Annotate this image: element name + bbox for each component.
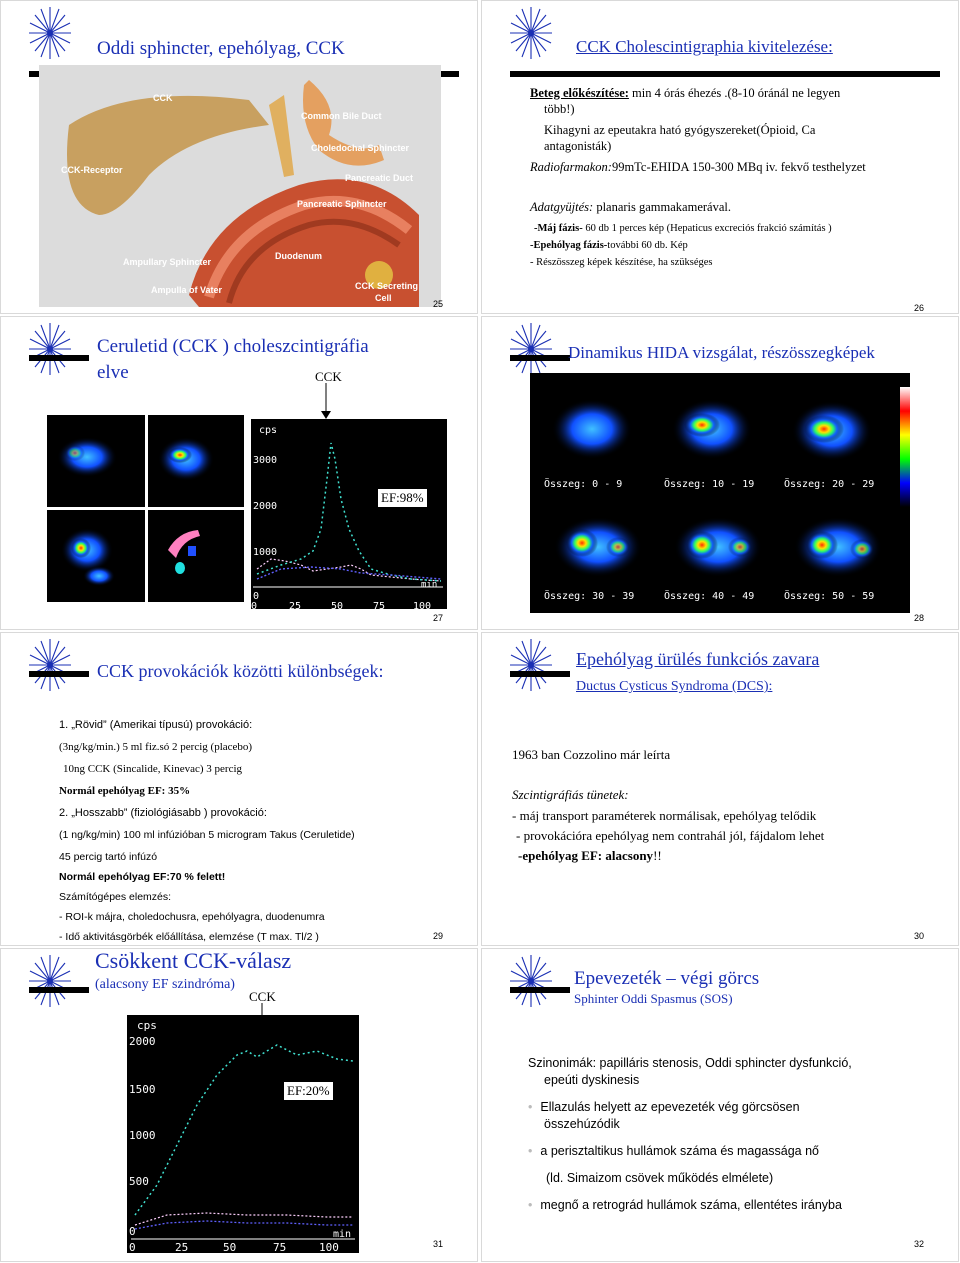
slide-subtitle: Sphinter Oddi Spasmus (SOS): [574, 991, 733, 1006]
x-unit: min: [333, 1229, 352, 1240]
slide-title: Dinamikus HIDA vizsgálat, részösszegképek: [568, 343, 875, 362]
normal-ef-70: Normál epehólyag EF:70 % felett!: [59, 871, 226, 883]
sincalide-line: 10ng CCK (Sincalide, Kinevac) 3 percig: [63, 763, 243, 775]
slide-number: 31: [432, 1239, 443, 1249]
slide-number: 29: [432, 931, 443, 941]
x-tick: 25: [289, 601, 302, 609]
slide-26: [481, 0, 959, 314]
frame-label: Összeg: 0 - 9: [544, 479, 623, 490]
curve-plot: [251, 419, 447, 609]
slide-25: [0, 0, 478, 314]
star-logo-icon: [27, 5, 73, 61]
x-tick: 100: [413, 601, 432, 609]
star-logo-icon: [508, 637, 554, 693]
x-tick: 50: [223, 1241, 237, 1253]
ef-label: EF:98%: [377, 488, 428, 508]
slide-subtitle: (alacsony EF szindróma): [95, 977, 235, 992]
summed-frame: [782, 385, 898, 491]
computer-analysis: Számítógépes elemzés:: [59, 891, 172, 903]
slide-31: [0, 948, 478, 1262]
slide-number: 25: [432, 299, 443, 309]
y-tick: 1000: [129, 1129, 156, 1142]
star-logo-icon: [508, 5, 554, 61]
bullet-icon: •: [528, 1198, 533, 1212]
scan-image: [47, 415, 145, 507]
label-pancreatic-sphincter: Pancreatic Sphincter: [297, 199, 387, 209]
partial-sum-text: - Részösszeg képek készítése, ha szükséges: [530, 257, 713, 268]
normal-ef-35: Normál epehólyag EF: 35%: [59, 785, 191, 797]
activity-curve-chart: [127, 1015, 359, 1253]
y-tick: 0: [253, 591, 260, 602]
infusion-line: 45 percig tartó infúzó: [59, 851, 158, 863]
y-tick: 2000: [129, 1035, 156, 1048]
slide-32: [481, 948, 959, 1262]
roi-image: [148, 510, 244, 602]
bullet-text: Ellazulás helyett az epevezeték vég görcsösen: [540, 1100, 800, 1114]
symptom-3-exclaim: !!: [653, 848, 662, 863]
takus-line: (1 ng/kg/min) 100 ml infúzióban 5 microgram Takus (Ceruletide): [59, 829, 355, 841]
cck-arrow-icon: [319, 383, 333, 419]
acq-label: Adatgyüjtés:: [530, 200, 594, 214]
bullet-icon: •: [528, 1100, 533, 1114]
label-cck: CCK: [153, 93, 173, 103]
label-cck-receptor: CCK-Receptor: [61, 165, 123, 175]
cck-marker-label: CCK: [315, 369, 342, 384]
x-tick: 75: [273, 1241, 287, 1253]
frame-label: Összeg: 10 - 19: [664, 479, 755, 490]
symptom-2: - provokációra epehólyag nem contrahál jól, fájdalom lehet: [516, 828, 825, 843]
prep-label: Beteg előkészítése:: [530, 86, 629, 100]
slide-28: [481, 316, 959, 630]
label-ampullary-sphincter: Ampullary Sphincter: [123, 257, 212, 267]
roi-line: - ROI-k májra, choledochusra, epehólyagra, duodenumra: [59, 911, 325, 923]
cck-marker-label: CCK: [249, 989, 276, 1004]
slide-title: Csökkent CCK-válasz: [95, 948, 292, 973]
y-tick: 2000: [253, 501, 278, 512]
radiopharm-text: 99mTc-EHIDA 150-300 MBq iv. fekvő testhelyzet: [611, 160, 866, 174]
symptom-1: - máj transport paraméterek normálisak, epehólyag telődik: [512, 808, 817, 823]
x-tick: 75: [373, 601, 386, 609]
liver-phase-label: -Máj fázis-: [534, 223, 583, 234]
liver-phase-text: 60 db 1 perces kép (Hepaticus excreciós frakció számítás ): [582, 223, 832, 234]
scan-image: [148, 415, 244, 507]
label-cck-secreting: CCK Secreting: [355, 281, 419, 291]
frame-label: Összeg: 40 - 49: [664, 591, 755, 602]
long-provocation: 2. „Hosszabb” (fiziológiásabb ) provokáció:: [59, 807, 267, 819]
gb-phase-label: -Epehólyag fázis-: [530, 240, 608, 251]
slide-29: [0, 632, 478, 946]
cozzolino-line: 1963 ban Cozzolino már leírta: [512, 747, 671, 762]
label-duodenum: Duodenum: [275, 251, 322, 261]
slide-number: 27: [432, 613, 443, 623]
title-bar: [510, 987, 570, 993]
label-choledochal-sphincter: Choledochal Sphincter: [311, 143, 410, 153]
slide-title: CCK Cholescintigraphia kivitelezése:: [576, 37, 833, 56]
y-unit: cps: [259, 425, 278, 436]
x-tick: 50: [331, 601, 344, 609]
summed-frame: [782, 497, 898, 603]
frame-label: Összeg: 20 - 29: [784, 479, 875, 490]
synonyms-line: Szinonimák: papilláris stenosis, Oddi sphincter dysfunkció,: [528, 1056, 852, 1070]
bullet-text: megnő a retrográd hullámok száma, ellentétes irányba: [540, 1198, 842, 1212]
gb-phase-text: további 60 db. Kép: [607, 240, 688, 251]
summed-frame: [662, 385, 778, 491]
acq-text: planaris gammakamerával.: [593, 200, 731, 214]
bullet-icon: •: [528, 1144, 533, 1158]
slide-number: 28: [913, 613, 924, 623]
x-tick: 0: [129, 1241, 136, 1253]
slide-title: Epevezeték – végi görcs: [574, 968, 760, 989]
slide-30: [481, 632, 959, 946]
label-pancreatic-duct: Pancreatic Duct: [345, 173, 414, 183]
title-bar: [29, 987, 89, 993]
y-tick: 0: [129, 1225, 136, 1238]
star-logo-icon: [508, 321, 554, 377]
title-bar: [29, 355, 89, 361]
x-tick: 25: [175, 1241, 189, 1253]
x-tick: 0: [251, 601, 258, 609]
y-tick: 1000: [253, 547, 278, 558]
summed-frame: [662, 497, 778, 603]
label-ampulla-of-vater: Ampulla of Vater: [151, 285, 223, 295]
prep-text-2: több!): [544, 102, 575, 116]
title-bar: [510, 355, 570, 361]
slide-title: Epehólyag ürülés funkciós zavara: [576, 649, 820, 669]
title-bar: [29, 671, 89, 677]
star-logo-icon: [27, 953, 73, 1009]
bullet-text-cont: összehúzódik: [544, 1117, 620, 1131]
title-bar: [510, 71, 940, 77]
star-logo-icon: [27, 637, 73, 693]
title-bar: [510, 671, 570, 677]
slide-title: Ceruletid (CCK ) choleszcintigráfia: [97, 336, 369, 357]
slide-title: Oddi sphincter, epehólyag, CCK: [97, 38, 345, 59]
slide-title-2: elve: [97, 362, 129, 383]
frame-label: Összeg: 50 - 59: [784, 591, 875, 602]
ef-label: EF:20%: [283, 1081, 334, 1101]
label-cell: Cell: [375, 293, 392, 303]
label-common-bile-duct: Common Bile Duct: [301, 111, 382, 121]
anatomy-drawing: [39, 65, 441, 307]
prep-text: min 4 órás éhezés .(8-10 óránál ne legyen: [628, 86, 841, 100]
color-scale-bar: [900, 387, 910, 507]
y-unit: cps: [137, 1019, 157, 1032]
y-tick: 3000: [253, 455, 278, 466]
slide-number: 26: [913, 303, 924, 313]
summed-frame: [542, 385, 658, 491]
anatomy-illustration: [39, 65, 441, 307]
summed-frame: [542, 497, 658, 603]
frame-label: Összeg: 30 - 39: [544, 591, 635, 602]
x-unit: min: [421, 580, 438, 590]
x-tick: 100: [319, 1241, 339, 1253]
time-activity-line: - Idő aktivitásgörbék előállítása, elemzése (T max. Tl/2 ): [59, 931, 319, 943]
slide-27: [0, 316, 478, 630]
y-tick: 1500: [129, 1083, 156, 1096]
star-logo-icon: [508, 953, 554, 1009]
bullet-text: a perisztaltikus hullámok száma és magassága nő: [540, 1144, 819, 1158]
bullet-note: (ld. Simaizom csövek működés elmélete): [546, 1171, 774, 1185]
curve-plot: [127, 1015, 359, 1253]
scan-image: [47, 510, 145, 602]
symptom-3: -epehólyag EF: alacsony: [518, 848, 654, 863]
activity-curve-chart: [251, 419, 447, 609]
synonyms-line-2: epeúti dyskinesis: [544, 1073, 640, 1087]
radiopharm-label: Radiofarmakon:: [530, 160, 612, 174]
dose-line: (3ng/kg/min.) 5 ml fiz.só 2 percig (placebo): [59, 741, 253, 753]
slide-number: 32: [913, 1239, 924, 1249]
drugs-line-2: antagonisták): [544, 139, 612, 153]
short-provocation: 1. „Rövid” (Amerikai típusú) provokáció:: [59, 719, 253, 731]
y-tick: 500: [129, 1175, 149, 1188]
symptoms-label: Szcintigráfiás tünetek:: [512, 787, 629, 802]
slide-number: 30: [913, 931, 924, 941]
drugs-line-1: Kihagyni az epeutakra ható gyógyszereket(Ópioid, Ca: [544, 123, 816, 137]
slide-title: CCK provokációk közötti különbségek:: [97, 661, 384, 681]
star-logo-icon: [27, 321, 73, 377]
slide-subtitle: Ductus Cysticus Syndroma (DCS):: [576, 679, 773, 694]
